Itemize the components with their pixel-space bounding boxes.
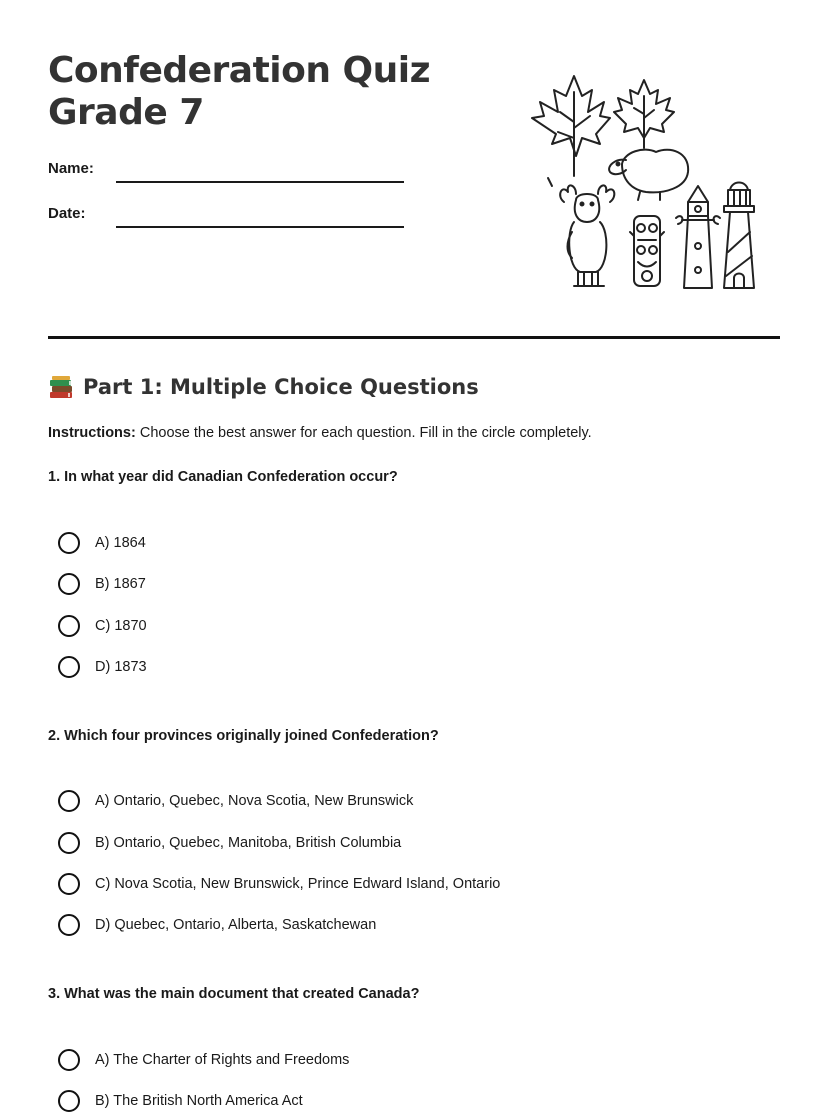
part1-title-text: Part 1: Multiple Choice Questions [83,375,479,399]
moose-icon [560,185,614,286]
option-label: B) Ontario, Quebec, Manitoba, British Columbia [95,835,402,851]
radio-circle[interactable] [58,532,80,554]
maple-leaf-icon [532,76,610,176]
maple-leaf-icon [614,80,674,148]
section-divider [48,336,780,339]
question-2: 2. Which four provinces originally joined Confederation? [48,728,439,744]
totem-pole-icon [630,216,664,286]
question-2-option-a[interactable] [58,789,413,813]
question-1: 1. In what year did Canadian Confederation occur? [48,469,398,485]
radio-circle[interactable] [58,914,80,936]
option-label: D) Quebec, Ontario, Alberta, Saskatchewan [95,917,377,933]
lighthouse-icon [676,186,720,288]
radio-circle[interactable] [58,573,80,595]
radio-circle[interactable] [58,832,80,854]
radio-circle[interactable] [58,615,80,637]
lighthouse-icon [724,183,754,289]
date-field [48,205,404,222]
radio-circle[interactable] [58,1049,80,1071]
question-2-option-c[interactable] [58,872,500,896]
quiz-title-line-2: Grade 7 [48,92,204,133]
instructions-text: Choose the best answer for each question. Fill in the circle completely. [135,425,592,441]
instructions [48,425,592,441]
option-label: C) 1870 [95,618,147,634]
name-label: Name: [48,160,94,177]
name-field [48,160,404,177]
question-1-option-d[interactable] [58,655,147,679]
option-label: A) The Charter of Rights and Freedoms [95,1052,350,1068]
canada-illustration [526,72,758,296]
name-input[interactable] [116,157,404,181]
question-2-option-b[interactable] [58,831,401,855]
name-underline [116,181,404,183]
option-label: B) 1867 [95,576,146,592]
part1-title [48,374,479,400]
radio-circle[interactable] [58,656,80,678]
radio-circle[interactable] [58,873,80,895]
quiz-title-line-1: Confederation Quiz [48,50,431,91]
question-1-option-b[interactable] [58,572,146,596]
question-3-option-a[interactable] [58,1048,349,1072]
question-2-option-d[interactable] [58,913,376,937]
option-label: A) Ontario, Quebec, Nova Scotia, New Brunswick [95,793,414,809]
option-label: B) The British North America Act [95,1093,303,1109]
radio-circle[interactable] [58,790,80,812]
instructions-label: Instructions: [48,425,136,441]
date-input[interactable] [116,202,404,226]
quiz-title [48,50,430,134]
date-underline [116,226,404,228]
option-label: C) Nova Scotia, New Brunswick, Prince Edward Island, Ontario [95,876,501,892]
radio-circle[interactable] [58,1090,80,1112]
books-icon [48,374,74,400]
option-label: A) 1864 [95,535,146,551]
question-3-option-b[interactable] [58,1089,303,1113]
question-1-option-a[interactable] [58,531,146,555]
date-label: Date: [48,205,86,222]
question-3: 3. What was the main document that created Canada? [48,986,420,1002]
option-label: D) 1873 [95,659,147,675]
beaver-icon [548,150,688,200]
question-1-option-c[interactable] [58,614,147,638]
